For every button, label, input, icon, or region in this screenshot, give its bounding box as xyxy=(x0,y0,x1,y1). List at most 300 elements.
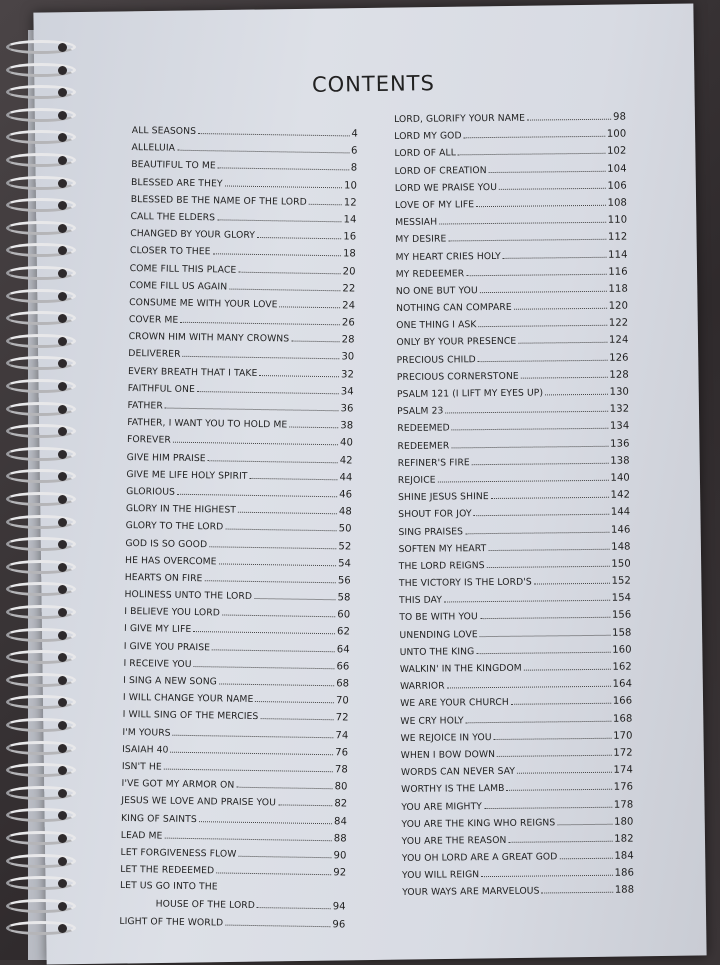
toc-entry-page-number: 46 xyxy=(339,489,353,501)
dot-leader xyxy=(444,589,610,603)
toc-entry xyxy=(128,327,354,348)
toc-entry xyxy=(129,276,355,297)
toc-entry-title: PSALM 23 xyxy=(397,405,444,418)
toc-entry-title: FAITHFUL ONE xyxy=(127,382,196,395)
toc-entry-page-number: 18 xyxy=(342,248,357,260)
punch-hole xyxy=(58,789,67,798)
toc-entry-title: HOLINESS UNTO THE LORD xyxy=(124,589,253,603)
toc-entry-page-number: 8 xyxy=(350,162,358,174)
toc-entry xyxy=(119,912,345,933)
dot-leader xyxy=(257,226,341,239)
toc-entry-page-number: 24 xyxy=(342,300,356,312)
toc-entry xyxy=(120,877,346,898)
dot-leader xyxy=(229,277,340,291)
toc-entry-title: CLOSER TO THEE xyxy=(129,245,211,258)
dot-leader xyxy=(480,280,607,293)
dot-leader xyxy=(497,744,611,757)
dot-leader xyxy=(209,535,336,549)
dot-leader xyxy=(278,794,333,807)
toc-entry xyxy=(131,190,357,211)
toc-entry-page-number: 154 xyxy=(611,592,632,604)
toc-entry xyxy=(129,310,355,331)
toc-entry-page-number: 148 xyxy=(611,541,631,553)
toc-entry-title: BLESSED ARE THEY xyxy=(130,176,223,189)
toc-entry-title: ALL SEASONS xyxy=(131,124,197,138)
toc-entry-title: SOFTEN MY HEART xyxy=(398,542,487,555)
toc-entry xyxy=(128,379,354,400)
dot-leader xyxy=(458,142,605,156)
toc-entry-title: LET FORGIVENESS FLOW xyxy=(120,846,237,860)
toc-entry-title: I BELIEVE YOU LORD xyxy=(124,606,221,619)
toc-entry-title: REJOICE xyxy=(397,474,436,486)
dot-leader xyxy=(439,211,606,225)
toc-entry-title: I GIVE YOU PRAISE xyxy=(123,640,211,653)
toc-entry-page-number: 94 xyxy=(332,901,346,913)
toc-entry-page-number: 126 xyxy=(609,352,629,364)
toc-entry-page-number: 136 xyxy=(610,438,630,450)
toc-entry-page-number: 166 xyxy=(612,695,633,708)
toc-entry-page-number: 108 xyxy=(607,197,628,209)
toc-entry-page-number: 44 xyxy=(339,472,353,484)
dot-leader xyxy=(484,795,612,808)
punch-hole xyxy=(58,337,67,346)
toc-entry-page-number: 186 xyxy=(614,867,635,879)
dot-leader xyxy=(197,380,339,394)
toc-entry-page-number: 142 xyxy=(610,489,631,501)
toc-entry xyxy=(130,207,356,228)
toc-entry-page-number: 72 xyxy=(335,712,349,724)
toc-entry xyxy=(121,774,347,795)
dot-leader xyxy=(164,758,333,773)
dot-leader xyxy=(448,228,606,242)
dot-leader xyxy=(208,449,338,463)
toc-entry-title: GOD IS SO GOOD xyxy=(125,537,208,550)
toc-entry-title: COME FILL THIS PLACE xyxy=(129,262,237,276)
toc-entry-page-number: 110 xyxy=(607,214,628,226)
toc-entry xyxy=(402,881,634,901)
toc-entry-title: WARRIOR xyxy=(399,680,445,693)
toc-entry xyxy=(121,791,347,812)
toc-entry-page-number: 184 xyxy=(614,850,634,862)
punch-hole xyxy=(58,563,67,572)
toc-entry-title: BLESSED BE THE NAME OF THE LORD xyxy=(130,193,307,208)
toc-entry-page-number: 66 xyxy=(336,661,350,673)
toc-entry-page-number: 4 xyxy=(351,128,358,140)
toc-entry-page-number: 164 xyxy=(612,678,633,690)
toc-entry-title: LORD, GLORIFY YOUR NAME xyxy=(394,112,526,125)
punch-hole xyxy=(58,450,67,459)
toc-entry-title: HE HAS OVERCOME xyxy=(125,554,217,568)
toc-entry-page-number: 152 xyxy=(611,575,632,587)
toc-entry xyxy=(130,241,356,262)
toc-entry-title: LORD OF CREATION xyxy=(394,164,487,177)
toc-entry-page-number: 60 xyxy=(337,609,351,621)
toc-entry-page-number: 116 xyxy=(608,266,628,278)
punch-hole xyxy=(58,857,67,866)
dot-leader xyxy=(236,776,332,790)
dot-leader xyxy=(193,620,335,634)
toc-entry-page-number: 88 xyxy=(333,832,347,845)
dot-leader xyxy=(508,830,612,843)
toc-entry-page-number: 102 xyxy=(606,145,627,158)
toc-entry-page-number: 160 xyxy=(612,644,632,656)
dot-leader xyxy=(222,604,336,618)
toc-entry-title: LET THE REDEEMED xyxy=(120,863,215,877)
toc-entry xyxy=(132,121,358,142)
toc-entry xyxy=(123,688,349,709)
toc-entry-page-number: 132 xyxy=(609,403,630,415)
toc-entry-title: I WILL SING OF THE MERCIES xyxy=(122,709,259,723)
dot-leader xyxy=(478,314,606,327)
toc-entry-page-number: 188 xyxy=(614,884,635,897)
toc-entry-title: YOU ARE THE KING WHO REIGNS xyxy=(401,817,556,830)
toc-entry-page-number: 90 xyxy=(333,850,347,862)
punch-hole xyxy=(58,269,67,278)
toc-entry-page-number: 84 xyxy=(334,815,348,827)
toc-entry-title: WE REJOICE IN YOU xyxy=(400,731,492,744)
toc-entry xyxy=(127,448,353,469)
toc-entry-title: REFINER'S FIRE xyxy=(397,456,470,469)
toc-entry-page-number: 100 xyxy=(606,128,627,140)
dot-leader xyxy=(177,483,337,498)
toc-entry-page-number: 58 xyxy=(337,592,351,604)
toc-entry-title: GLORIOUS xyxy=(126,485,176,498)
punch-hole xyxy=(58,224,67,233)
toc-entry-page-number: 74 xyxy=(335,729,349,742)
page-title: CONTENTS xyxy=(311,71,436,97)
dot-leader xyxy=(225,174,343,188)
toc-entry-page-number: 118 xyxy=(608,283,628,295)
toc-entry-title: MY HEART CRIES HOLY xyxy=(395,250,501,263)
punch-hole xyxy=(58,292,67,301)
toc-entry-title: TO BE WITH YOU xyxy=(399,611,478,624)
dot-leader xyxy=(291,330,340,343)
toc-entry-title: ISAIAH 40 xyxy=(122,743,169,756)
dot-leader xyxy=(476,194,606,207)
spiral-binding xyxy=(0,40,80,960)
toc-entry xyxy=(120,843,346,864)
toc-entry xyxy=(122,722,348,743)
dot-leader xyxy=(177,139,349,154)
toc-entry-title: CROWN HIM WITH MANY CROWNS xyxy=(128,331,290,345)
toc-entry xyxy=(124,619,350,640)
toc-entry-title: EVERY BREATH THAT I TAKE xyxy=(127,365,258,379)
toc-entry xyxy=(125,533,351,554)
dot-leader xyxy=(216,861,331,875)
toc-entry-page-number: 28 xyxy=(341,334,355,346)
contents-column-left xyxy=(119,121,358,932)
toc-entry-title: LORD MY GOD xyxy=(394,130,462,143)
toc-entry xyxy=(131,155,357,176)
toc-entry-title: YOU ARE MIGHTY xyxy=(401,800,483,813)
punch-hole xyxy=(58,156,67,165)
toc-entry-title: LET US GO INTO THE xyxy=(119,880,218,893)
dot-leader xyxy=(238,845,331,858)
toc-entry-title: UNTO THE KING xyxy=(399,646,475,658)
toc-entry xyxy=(126,482,352,503)
toc-entry-page-number: 106 xyxy=(607,180,627,192)
toc-entry-title: GLORY TO THE LORD xyxy=(125,520,224,533)
dot-leader xyxy=(489,159,606,172)
toc-entry-title: FATHER xyxy=(127,399,163,412)
toc-entry xyxy=(125,568,351,589)
toc-entry xyxy=(123,654,349,675)
toc-entry-title: I'M YOURS xyxy=(122,726,171,739)
dot-leader xyxy=(506,778,611,791)
dot-leader xyxy=(173,431,338,446)
toc-entry-title: YOUR WAYS ARE MARVELOUS xyxy=(402,885,540,899)
dot-leader xyxy=(487,555,610,568)
toc-entry-page-number: 10 xyxy=(343,179,358,192)
dot-leader xyxy=(472,452,609,465)
toc-entry-title: CONSUME ME WITH YOUR LOVE xyxy=(129,296,278,311)
punch-hole xyxy=(58,518,67,527)
toc-entry-page-number: 30 xyxy=(341,351,355,363)
dot-leader xyxy=(480,606,610,619)
toc-entry-page-number: 12 xyxy=(343,197,357,209)
punch-hole xyxy=(58,179,67,188)
toc-entry-page-number: 92 xyxy=(333,867,347,879)
toc-entry xyxy=(127,396,353,417)
toc-entry-title: THE LORD REIGNS xyxy=(398,559,485,572)
toc-entry-page-number: 140 xyxy=(610,472,630,484)
toc-entry-title: WORDS CAN NEVER SAY xyxy=(400,765,516,779)
toc-entry-title: DELIVERER xyxy=(128,348,181,361)
toc-entry-title: LOVE OF MY LIFE xyxy=(394,199,475,211)
toc-entry-page-number: 42 xyxy=(339,454,353,467)
toc-entry-title: FATHER, I WANT YOU TO HOLD ME xyxy=(127,417,288,431)
dot-leader xyxy=(289,416,338,429)
toc-entry xyxy=(125,551,351,572)
dot-leader xyxy=(527,108,611,121)
dot-leader xyxy=(559,847,612,860)
toc-entry xyxy=(123,705,349,726)
dot-leader xyxy=(183,345,340,359)
dot-leader xyxy=(557,812,612,825)
toc-entry-title: HOUSE OF THE LORD xyxy=(155,898,256,912)
toc-entry-title: YOU ARE THE REASON xyxy=(401,834,507,847)
toc-entry-page-number: 104 xyxy=(607,163,627,175)
toc-entry-page-number: 76 xyxy=(335,747,349,759)
toc-entry-page-number: 16 xyxy=(343,231,357,243)
toc-entry xyxy=(120,894,346,915)
dot-leader xyxy=(517,761,612,774)
punch-hole xyxy=(58,111,67,120)
toc-entry-title: BEAUTIFUL TO ME xyxy=(131,159,216,172)
toc-entry-page-number: 130 xyxy=(609,386,630,398)
toc-entry-title: GLORY IN THE HIGHEST xyxy=(125,503,237,516)
toc-entry-title: YOU WILL REIGN xyxy=(401,869,480,882)
dot-leader xyxy=(511,692,611,705)
toc-entry xyxy=(122,757,348,778)
dot-leader xyxy=(465,520,609,534)
toc-entry-title: LIGHT OF THE WORLD xyxy=(119,915,224,929)
dot-leader xyxy=(514,297,607,310)
toc-entry-title: UNENDING LOVE xyxy=(399,628,478,641)
dot-leader xyxy=(518,331,607,344)
toc-entry-page-number: 168 xyxy=(612,713,633,725)
toc-entry xyxy=(121,826,347,847)
toc-entry-page-number: 50 xyxy=(338,523,352,535)
toc-entry-page-number: 78 xyxy=(334,764,348,776)
toc-entry-title: WORTHY IS THE LAMB xyxy=(401,783,505,796)
dot-leader xyxy=(249,467,337,480)
dot-leader xyxy=(478,348,608,361)
dot-leader xyxy=(491,486,609,499)
punch-hole xyxy=(58,66,67,75)
toc-entry xyxy=(124,585,350,606)
punch-hole xyxy=(58,495,67,504)
toc-entry-title: WHEN I BOW DOWN xyxy=(400,748,496,761)
toc-entry-title: PRECIOUS CORNERSTONE xyxy=(396,370,519,383)
dot-leader xyxy=(524,658,611,671)
toc-entry xyxy=(126,499,352,520)
toc-entry-title: I WILL CHANGE YOUR NAME xyxy=(122,692,254,706)
toc-entry-page-number: 22 xyxy=(342,283,356,295)
toc-entry-page-number: 138 xyxy=(610,455,630,467)
dot-leader xyxy=(451,434,608,448)
toc-entry xyxy=(121,808,347,829)
punch-hole xyxy=(58,721,67,730)
toc-entry-title: I'VE GOT MY ARMOR ON xyxy=(121,778,235,791)
dot-leader xyxy=(180,311,340,326)
toc-entry-page-number: 182 xyxy=(614,833,634,845)
dot-leader xyxy=(447,675,611,689)
toc-entry-page-number: 14 xyxy=(343,214,357,226)
toc-entry-title: NOTHING CAN COMPARE xyxy=(396,301,512,315)
toc-entry xyxy=(122,740,348,761)
toc-entry-page-number: 172 xyxy=(613,747,633,759)
toc-entry-page-number: 150 xyxy=(611,558,631,570)
dot-leader xyxy=(238,501,337,515)
toc-entry-title: REDEEMED xyxy=(397,422,450,435)
toc-entry-title: ISN'T HE xyxy=(121,760,162,773)
toc-entry-page-number: 156 xyxy=(611,609,632,622)
toc-entry-title: PRECIOUS CHILD xyxy=(396,353,476,366)
toc-entry-page-number: 112 xyxy=(607,231,628,244)
dot-leader xyxy=(466,709,611,723)
toc-entry-page-number: 38 xyxy=(340,420,354,432)
dot-leader xyxy=(521,366,608,379)
toc-entry-page-number: 96 xyxy=(332,918,346,931)
dot-leader xyxy=(466,262,606,275)
toc-entry-page-number: 180 xyxy=(614,816,634,828)
toc-entry-title: GIVE ME LIFE HOLY SPIRIT xyxy=(126,468,248,482)
dot-leader xyxy=(474,503,609,516)
toc-entry-title: GIVE HIM PRAISE xyxy=(126,451,206,464)
toc-entry xyxy=(127,413,353,434)
punch-hole xyxy=(58,43,67,52)
toc-entry-page-number: 54 xyxy=(338,557,352,570)
toc-entry-title: YOU OH LORD ARE A GREAT GOD xyxy=(401,851,558,865)
toc-entry-title: THE VICTORY IS THE LORD'S xyxy=(398,576,532,590)
dot-leader xyxy=(219,672,335,686)
dot-leader xyxy=(218,157,349,171)
toc-entry-page-number: 120 xyxy=(608,300,629,312)
dot-leader xyxy=(217,208,342,222)
toc-entry-title: MY REDEEMER xyxy=(395,267,465,280)
toc-entry-page-number: 134 xyxy=(609,420,630,433)
toc-entry-page-number: 80 xyxy=(334,781,348,793)
toc-entry-title: KING OF SAINTS xyxy=(120,812,197,825)
toc-entry-page-number: 144 xyxy=(610,506,631,519)
dot-leader xyxy=(480,623,610,636)
toc-entry-page-number: 82 xyxy=(334,798,348,810)
toc-entry xyxy=(129,293,355,314)
dot-leader xyxy=(499,177,606,190)
punch-hole xyxy=(58,631,67,640)
toc-entry-title: MY DESIRE xyxy=(395,233,447,246)
dot-leader xyxy=(164,826,332,841)
dot-leader xyxy=(438,469,609,483)
toc-entry-title: SING PRAISES xyxy=(398,525,464,538)
toc-entry-page-number: 52 xyxy=(338,540,352,552)
dot-leader xyxy=(481,864,612,877)
toc-entry-title: CHANGED BY YOUR GLORY xyxy=(130,228,256,242)
toc-entry-title: ONLY BY YOUR PRESENCE xyxy=(396,336,517,349)
punch-hole xyxy=(58,676,67,685)
punch-hole xyxy=(58,902,67,911)
dot-leader xyxy=(464,125,605,138)
toc-entry-title: WE ARE YOUR CHURCH xyxy=(400,697,509,710)
toc-entry-page-number: 174 xyxy=(613,764,633,776)
dot-leader xyxy=(494,727,612,740)
punch-hole xyxy=(58,834,67,843)
toc-entry xyxy=(130,224,356,245)
toc-entry-title: ONE THING I ASK xyxy=(396,319,477,332)
toc-entry-title: COVER ME xyxy=(128,314,179,326)
toc-entry-page-number: 40 xyxy=(339,437,354,449)
dot-leader xyxy=(199,810,332,824)
dot-leader xyxy=(225,518,337,532)
dot-leader xyxy=(280,295,341,308)
dot-leader xyxy=(445,400,607,414)
toc-entry xyxy=(124,602,350,623)
toc-entry-page-number: 36 xyxy=(340,403,354,415)
toc-entry-page-number: 20 xyxy=(342,265,356,278)
punch-hole xyxy=(58,405,67,414)
toc-entry-page-number: 64 xyxy=(336,643,350,656)
dot-leader xyxy=(452,417,608,431)
toc-entry-title: CALL THE ELDERS xyxy=(130,210,216,224)
dot-leader xyxy=(204,569,336,583)
toc-entry-title: WE CRY HOLY xyxy=(400,714,464,727)
dot-leader xyxy=(534,572,610,585)
toc-entry-page-number: 98 xyxy=(613,111,627,123)
toc-entry-title: I GIVE MY LIFE xyxy=(123,623,192,636)
punch-hole xyxy=(58,608,67,617)
toc-entry-page-number: 70 xyxy=(335,695,350,707)
dot-leader xyxy=(309,193,342,206)
dot-leader xyxy=(225,913,330,927)
toc-entry-page-number: 146 xyxy=(610,524,631,536)
dot-leader xyxy=(194,655,335,669)
dot-leader xyxy=(219,552,337,566)
toc-entry-page-number: 128 xyxy=(609,369,629,381)
toc-entry-title: FOREVER xyxy=(126,434,171,447)
dot-leader xyxy=(476,641,610,654)
toc-entry-title: I SING A NEW SONG xyxy=(123,674,218,688)
toc-entry xyxy=(131,138,357,159)
toc-entry xyxy=(131,173,357,194)
dot-leader xyxy=(212,638,335,652)
toc-entry xyxy=(123,671,349,692)
toc-entry-title: WALKIN' IN THE KINGDOM xyxy=(399,662,522,675)
toc-entry-page-number: 122 xyxy=(608,317,629,330)
toc-entry-title: MESSIAH xyxy=(395,216,438,229)
dot-leader xyxy=(254,587,336,600)
toc-entry-page-number: 6 xyxy=(350,145,358,157)
